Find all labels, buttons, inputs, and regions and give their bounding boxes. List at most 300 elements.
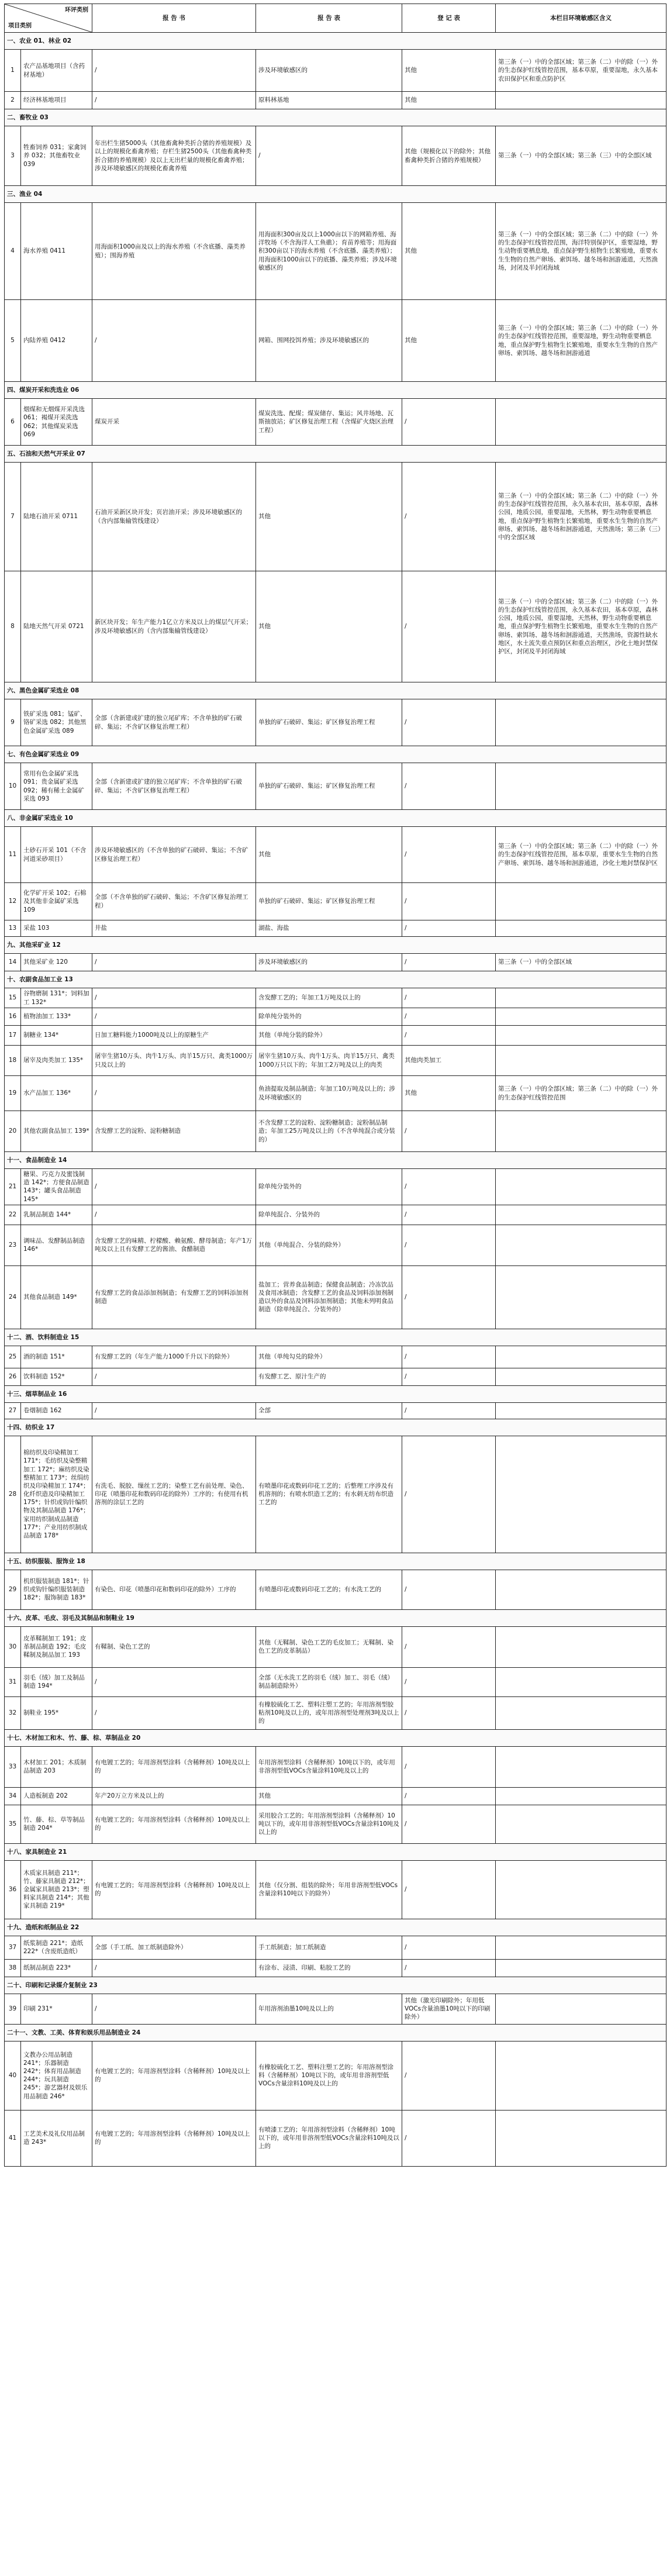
report-table-cell: 含发酵工艺的；年加工1万吨及以上的: [256, 988, 402, 1008]
project-name: 其他采矿业 120: [21, 954, 92, 971]
report-table-cell: 煤炭洗选、配煤；煤炭储存、集运；风井场地、瓦斯抽放站；矿区修复治理工程（含煤矿火烧区治理工程）: [256, 399, 402, 446]
register-cell: /: [402, 1265, 496, 1329]
sensitive-area-cell: [496, 1959, 666, 1977]
sensitive-area-cell: [496, 1402, 666, 1419]
report-book-cell: /: [92, 954, 256, 971]
report-table-cell: 全部: [256, 1402, 402, 1419]
report-book-cell: 全部（含新建或扩建的独立尾矿库；不含单独的矿石破碎、集运；不含矿区修复治理工程）: [92, 763, 256, 810]
report-book-cell: 涉及环境敏感区的（不含单独的矿石破碎、集运；不含矿区修复治理工程）: [92, 827, 256, 883]
section-title: 十三、烟草制品业 16: [5, 1385, 666, 1402]
sensitive-area-cell: [496, 988, 666, 1008]
section-header-row: [5, 1152, 666, 1169]
sensitive-area-cell: [496, 1787, 666, 1805]
header-sensitive: 本栏目环境敏感区含义: [496, 4, 666, 33]
register-cell: /: [402, 1008, 496, 1026]
report-book-cell: 有电镀工艺的；年用溶剂型涂料（含稀释剂）10吨及以上的: [92, 2110, 256, 2166]
project-name: 木质家具制造 211*；竹、藤家具制造 212*；金属家具制造 213*；塑料家具制造 214*；其他家具制造 219*: [21, 1860, 92, 1919]
table-row: [5, 988, 666, 1008]
table-row: [5, 1570, 666, 1609]
report-book-cell: 日加工糖料能力1000吨及以上的原糖生产: [92, 1026, 256, 1046]
register-cell: 其他（规模化以下的除外；其他畜禽种类折合猪的养殖规模）: [402, 126, 496, 186]
report-table-cell: 其他（单纯勾兑的除外）: [256, 1346, 402, 1368]
report-book-cell: 全部（手工纸、加工纸制造除外）: [92, 1936, 256, 1959]
table-row: [5, 1667, 666, 1696]
sensitive-area-cell: [496, 92, 666, 109]
project-name: 调味品、发酵制品制造 146*: [21, 1225, 92, 1265]
sensitive-area-cell: [496, 1205, 666, 1225]
register-cell: 其他: [402, 203, 496, 300]
table-row: [5, 1436, 666, 1553]
section-title: 四、煤炭开采和洗选业 06: [5, 382, 666, 399]
project-name: 机织服装制造 181*；针织或钩针编织服装制造 182*；服饰制造 183*: [21, 1570, 92, 1609]
row-number: 19: [5, 1076, 21, 1111]
report-table-cell: 除单纯分装外的: [256, 1169, 402, 1205]
sensitive-area-cell: 第三条（一）中的全部区域: [496, 954, 666, 971]
project-name: 纸浆制造 221*；造纸 222*（含废纸造纸）: [21, 1936, 92, 1959]
project-name: 印刷 231*: [21, 1994, 92, 2024]
row-number: 38: [5, 1959, 21, 1977]
register-cell: /: [402, 1936, 496, 1959]
section-header-row: [5, 446, 666, 463]
report-book-cell: 石油开采新区块开发；页岩油开采；涉及环境敏感区的（含内部集输管线建设）: [92, 463, 256, 571]
row-number: 27: [5, 1402, 21, 1419]
register-cell: /: [402, 1570, 496, 1609]
report-book-cell: /: [92, 1959, 256, 1977]
register-cell: /: [402, 1787, 496, 1805]
table-row: [5, 203, 666, 300]
table-row: [5, 1626, 666, 1667]
row-number: 28: [5, 1436, 21, 1553]
sensitive-area-cell: 第三条（一）中的全部区域；第三条（二）中的除（一）外的生态保护红线管控范围，重要湿地，野生动物重要栖息地，重点保护野生植物生长繁殖地，重要水生生物的自然产卵场、索饵场、越冬场和洄游通道: [496, 300, 666, 382]
project-name: 木材加工 201；木质制品制造 203: [21, 1746, 92, 1787]
section-header-row: [5, 1385, 666, 1402]
project-name: 制鞋业 195*: [21, 1696, 92, 1729]
section-title: 二十一、文教、工美、体育和娱乐用品制造业 24: [5, 2024, 666, 2041]
project-name: 陆地天然气开采 0721: [21, 571, 92, 682]
register-cell: 其他: [402, 300, 496, 382]
report-table-cell: 单独的矿石破碎、集运；矿区修复治理工程: [256, 763, 402, 810]
table-row: [5, 2110, 666, 2166]
project-name: 制糖业 134*: [21, 1026, 92, 1046]
sensitive-area-cell: 第三条（一）中的全部区域；第三条（二）中的除（一）外的生态保护红线管控范围，基本草原，重要湿地，永久基本农田保护区和重点防护区: [496, 50, 666, 92]
report-book-cell: 有鞣制、染色工艺的: [92, 1626, 256, 1667]
report-book-cell: /: [92, 50, 256, 92]
sensitive-area-cell: [496, 1008, 666, 1026]
report-table-cell: 除单纯混合、分装外的: [256, 1205, 402, 1225]
report-table-cell: 其他（仅分割、组装的除外；年用非溶剂型低VOCs含量涂料10吨以下的除外）: [256, 1860, 402, 1919]
report-table-cell: 盐加工；营养食品制造；保健食品制造；冷冻饮品及食用冰制造；含发酵工艺的食品及饲料添加剂制造以外的食品及饲料添加剂制造；其他未列明食品制造（除单纯混合、分装外的）: [256, 1265, 402, 1329]
register-cell: /: [402, 2041, 496, 2110]
sensitive-area-cell: [496, 1225, 666, 1265]
table-row: [5, 1205, 666, 1225]
section-header-row: [5, 109, 666, 126]
row-number: 7: [5, 463, 21, 571]
row-number: 20: [5, 1111, 21, 1152]
project-name: 农产品基地项目（含药材基地）: [21, 50, 92, 92]
sensitive-area-cell: [496, 1860, 666, 1919]
table-row: [5, 92, 666, 109]
table-row: [5, 1008, 666, 1026]
report-table-cell: 有发酵工艺、原汁生产的: [256, 1368, 402, 1385]
table-body: [5, 33, 666, 2167]
project-name: 铁矿采选 081；锰矿、铬矿采选 082；其他黑色金属矿采选 089: [21, 699, 92, 746]
report-book-cell: 年出栏生猪5000头（其他畜禽种类折合猪的养殖规模）及以上的规模化畜禽养殖；存栏生猪2500头（其他畜禽种类折合猪的养殖规模）及以上无出栏量的规模化畜禽养殖；涉及环境敏感区的规模化畜禽养殖: [92, 126, 256, 186]
eia-category-table: [4, 4, 666, 2167]
section-title: 五、石油和天然气开采业 07: [5, 446, 666, 463]
table-row: [5, 1787, 666, 1805]
sensitive-area-cell: [496, 763, 666, 810]
table-row: [5, 920, 666, 937]
section-header-row: [5, 971, 666, 988]
sensitive-area-cell: [496, 1696, 666, 1729]
row-number: 11: [5, 827, 21, 883]
register-cell: /: [402, 1959, 496, 1977]
table-row: [5, 463, 666, 571]
section-header-row: [5, 1919, 666, 1936]
register-cell: /: [402, 988, 496, 1008]
project-name: 纸制品制造 223*: [21, 1959, 92, 1977]
register-cell: /: [402, 1169, 496, 1205]
table-row: [5, 1111, 666, 1152]
sensitive-area-cell: [496, 1570, 666, 1609]
row-number: 2: [5, 92, 21, 109]
report-table-cell: 有橡胶硫化工艺、塑料注塑工艺的；年用溶剂型胶粘剂10吨及以上的，或年用溶剂型处理剂3吨及以上的: [256, 1696, 402, 1729]
table-row: [5, 300, 666, 382]
sensitive-area-cell: 第三条（一）中的全部区域；第三条（二）中的除（一）外的生态保护红线管控范围: [496, 1076, 666, 1111]
sensitive-area-cell: [496, 1265, 666, 1329]
register-cell: 其他: [402, 50, 496, 92]
section-title: 十六、皮革、毛皮、羽毛及其制品和制鞋业 19: [5, 1609, 666, 1626]
table-row: [5, 954, 666, 971]
section-header-row: [5, 810, 666, 827]
report-table-cell: 原料林基地: [256, 92, 402, 109]
report-book-cell: /: [92, 300, 256, 382]
sensitive-area-cell: 第三条（一）中的全部区域；第三条（二）中的除（一）外的生态保护红线管控范围，永久基本农田，基本草原，森林公园，地质公园，重要湿地，天然林，野生动物重要栖息地，重点保护野生植物生长繁殖地，重要水生生物的自然产卵场、索饵场、越冬场和洄游通道，天然渔场；第三条（三）中的全部区域: [496, 463, 666, 571]
report-book-cell: /: [92, 1368, 256, 1385]
project-name: 其他食品制造 149*: [21, 1265, 92, 1329]
report-table-cell: 其他（无鞣制、染色工艺的毛皮加工；无鞣制、染色工艺的皮革制品）: [256, 1626, 402, 1667]
project-name: 棉纺织及印染精加工 171*；毛纺织及染整精加工 172*；麻纺织及染整精加工 173*；丝绢纺织及印染精加工 174*；化纤织造及印染精加工 175*；针织或钩针编织物及其制品制造 176*；家用纺织制成品制造 177*；产业用纺织制成品制造 178*: [21, 1436, 92, 1553]
sensitive-area-cell: [496, 1026, 666, 1046]
sensitive-area-cell: [496, 1746, 666, 1787]
section-title: 十九、造纸和纸制品业 22: [5, 1919, 666, 1936]
sensitive-area-cell: [496, 1936, 666, 1959]
row-number: 29: [5, 1570, 21, 1609]
report-book-cell: /: [92, 988, 256, 1008]
table-row: [5, 1225, 666, 1265]
register-cell: /: [402, 699, 496, 746]
project-name: 水产品加工 136*: [21, 1076, 92, 1111]
row-number: 41: [5, 2110, 21, 2166]
section-header-row: [5, 1329, 666, 1346]
report-book-cell: 有电镀工艺的；年用溶剂型涂料（含稀释剂）10吨及以上的: [92, 1805, 256, 1843]
sensitive-area-cell: [496, 1046, 666, 1076]
project-name: 海水养殖 0411: [21, 203, 92, 300]
section-header-row: [5, 2024, 666, 2041]
section-title: 七、有色金属矿采选业 09: [5, 746, 666, 763]
project-name: 采盐 103: [21, 920, 92, 937]
sensitive-area-cell: 第三条（一）中的全部区域；第三条（二）中的除（一）外的生态保护红线管控范围，永久基本农田，基本草原，森林公园，地质公园，重要湿地，天然林，野生动物重要栖息地，重点保护野生植物生长繁殖地，重要水生生物的自然产卵场、索饵场、越冬场和洄游通道，天然渔场，资源性缺水地区，水土流失重点预防区和重点治理区，沙化土地封禁保护区，封闭及半封闭海域: [496, 571, 666, 682]
report-table-cell: 涉及环境敏感区的: [256, 954, 402, 971]
sensitive-area-cell: [496, 1805, 666, 1843]
project-name: 谷物磨制 131*；饲料加工 132*: [21, 988, 92, 1008]
register-cell: /: [402, 827, 496, 883]
report-table-cell: 网箱、围网投饵养殖；涉及环境敏感区的: [256, 300, 402, 382]
section-title: 十八、家具制造业 21: [5, 1843, 666, 1860]
report-book-cell: /: [92, 1205, 256, 1225]
register-cell: /: [402, 920, 496, 937]
row-number: 33: [5, 1746, 21, 1787]
section-header-row: [5, 746, 666, 763]
section-header-row: [5, 1977, 666, 1994]
report-book-cell: 全部（不含单独的矿石破碎、集运；不含矿区修复治理工程）: [92, 883, 256, 920]
report-table-cell: 除单纯分装外的: [256, 1008, 402, 1026]
sensitive-area-cell: [496, 1667, 666, 1696]
register-cell: /: [402, 954, 496, 971]
project-name: 糖果、巧克力及蜜饯制造 142*；方便食品制造 143*；罐头食品制造 145*: [21, 1169, 92, 1205]
report-book-cell: 全部（含新建或扩建的独立尾矿库；不含单独的矿石破碎、集运；不含矿区修复治理工程）: [92, 699, 256, 746]
project-name: 饮料制造 152*: [21, 1368, 92, 1385]
row-number: 14: [5, 954, 21, 971]
report-table-cell: 其他: [256, 827, 402, 883]
table-row: [5, 2041, 666, 2110]
row-number: 23: [5, 1225, 21, 1265]
row-number: 17: [5, 1026, 21, 1046]
row-number: 5: [5, 300, 21, 382]
section-header-row: [5, 682, 666, 699]
register-cell: /: [402, 1346, 496, 1368]
row-number: 35: [5, 1805, 21, 1843]
section-header-row: [5, 382, 666, 399]
row-number: 31: [5, 1667, 21, 1696]
row-number: 15: [5, 988, 21, 1008]
report-book-cell: 含发酵工艺的淀粉、淀粉糖制造: [92, 1111, 256, 1152]
row-number: 40: [5, 2041, 21, 2110]
register-cell: 其他肉类加工: [402, 1046, 496, 1076]
row-number: 30: [5, 1626, 21, 1667]
register-cell: /: [402, 1746, 496, 1787]
table-row: [5, 1959, 666, 1977]
project-name: 植物油加工 133*: [21, 1008, 92, 1026]
section-title: 六、黑色金属矿采选业 08: [5, 682, 666, 699]
register-cell: /: [402, 1805, 496, 1843]
report-table-cell: 涉及环境敏感区的: [256, 50, 402, 92]
report-book-cell: /: [92, 1076, 256, 1111]
table-row: [5, 1346, 666, 1368]
section-title: 一、农业 01、林业 02: [5, 33, 666, 50]
table-row: [5, 1994, 666, 2024]
header-report-book: 报 告 书: [92, 4, 256, 33]
sensitive-area-cell: [496, 883, 666, 920]
row-number: 26: [5, 1368, 21, 1385]
project-name: 牲畜饲养 031；家禽饲养 032；其他畜牧业 039: [21, 126, 92, 186]
header-report-table: 报 告 表: [256, 4, 402, 33]
project-name: 卷烟制造 162: [21, 1402, 92, 1419]
project-name: 乳制品制造 144*: [21, 1205, 92, 1225]
sensitive-area-cell: [496, 1626, 666, 1667]
report-book-cell: /: [92, 1402, 256, 1419]
report-table-cell: 鱼油提取及制品制造；年加工10万吨及以上的；涉及环境敏感区的: [256, 1076, 402, 1111]
register-cell: /: [402, 1205, 496, 1225]
project-name: 竹、藤、棕、草等制品制造 204*: [21, 1805, 92, 1843]
row-number: 39: [5, 1994, 21, 2024]
report-table-cell: 不含发酵工艺的淀粉、淀粉糖制造；淀粉制品制造；年加工25万吨及以上的（不含单纯混合或分装的）: [256, 1111, 402, 1152]
section-title: 十一、食品制造业 14: [5, 1152, 666, 1169]
project-name: 经济林基地项目: [21, 92, 92, 109]
report-table-cell: 手工纸制造；加工纸制造: [256, 1936, 402, 1959]
sensitive-area-cell: 第三条（一）中的全部区域；第三条（二）中的除（一）外的生态保护红线管控范围，基本草原，重要水生生物的自然产卵场、索饵场、越冬场和洄游通道，沙化土地封禁保护区: [496, 827, 666, 883]
register-cell: /: [402, 1696, 496, 1729]
row-number: 8: [5, 571, 21, 682]
report-table-cell: 其他: [256, 571, 402, 682]
sensitive-area-cell: [496, 2041, 666, 2110]
row-number: 4: [5, 203, 21, 300]
report-table-cell: 单独的矿石破碎、集运；矿区修复治理工程: [256, 883, 402, 920]
table-row: [5, 1368, 666, 1385]
report-book-cell: /: [92, 1667, 256, 1696]
project-name: 工艺美术及礼仪用品制造 243*: [21, 2110, 92, 2166]
sensitive-area-cell: [496, 399, 666, 446]
sensitive-area-cell: 第三条（一）中的全部区域；第三条（三）中的全部区域: [496, 126, 666, 186]
sensitive-area-cell: 第三条（一）中的全部区域；第三条（二）中的除（一）外的生态保护红线管控范围，海洋特别保护区，重要湿地，野生动物重要栖息地，重点保护野生植物生长繁殖地，重要水生生物的自然产卵场、索饵场、越冬场和洄游通道，天然渔场，封闭及半封闭海域: [496, 203, 666, 300]
report-book-cell: 含发酵工艺的味精、柠檬酸、赖氨酸、酵母制造；年产1万吨及以上且有发酵工艺的酱油、食醋制造: [92, 1225, 256, 1265]
table-header-row: [5, 4, 666, 33]
table-row: [5, 1026, 666, 1046]
register-cell: /: [402, 1225, 496, 1265]
report-book-cell: 用海面积1000亩及以上的海水养殖（不含底播、藻类养殖）；围海养殖: [92, 203, 256, 300]
project-name: 常用有色金属矿采选 091；贵金属矿采选 092；稀有稀土金属矿采选 093: [21, 763, 92, 810]
row-number: 37: [5, 1936, 21, 1959]
register-cell: /: [402, 883, 496, 920]
sensitive-area-cell: [496, 699, 666, 746]
sensitive-area-cell: [496, 1169, 666, 1205]
section-title: 十五、纺织服装、服饰业 18: [5, 1553, 666, 1570]
row-number: 32: [5, 1696, 21, 1729]
report-book-cell: 有电镀工艺的；年用溶剂型涂料（含稀释剂）10吨及以上的: [92, 1746, 256, 1787]
row-number: 25: [5, 1346, 21, 1368]
section-title: 八、非金属矿采选业 10: [5, 810, 666, 827]
register-cell: /: [402, 571, 496, 682]
register-cell: /: [402, 1436, 496, 1553]
project-name: 化学矿开采 102；石棉及其他非金属矿采选 109: [21, 883, 92, 920]
report-book-cell: /: [92, 1994, 256, 2024]
project-name: 土砂石开采 101（不含河道采砂项目）: [21, 827, 92, 883]
section-title: 十、农副食品加工业 13: [5, 971, 666, 988]
section-header-row: [5, 1843, 666, 1860]
table-row: [5, 126, 666, 186]
report-table-cell: 年用溶剂型涂料（含稀释剂）10吨以下的，或年用非溶剂型低VOCs含量涂料10吨及以上的: [256, 1746, 402, 1787]
report-table-cell: 有喷墨印花或数码印花工艺的；后整理工序涉及有机溶剂的；有喷水织造工艺的；有水刺无纺布织造工艺的: [256, 1436, 402, 1553]
project-name: 陆地石油开采 0711: [21, 463, 92, 571]
header-register: 登 记 表: [402, 4, 496, 33]
row-number: 3: [5, 126, 21, 186]
row-number: 10: [5, 763, 21, 810]
table-row: [5, 1402, 666, 1419]
report-table-cell: 有喷墨印花或数码印花工艺的；有水洗工艺的: [256, 1570, 402, 1609]
register-cell: /: [402, 2110, 496, 2166]
table-row: [5, 399, 666, 446]
section-header-row: [5, 1553, 666, 1570]
report-book-cell: 年产20万立方米及以上的: [92, 1787, 256, 1805]
register-cell: /: [402, 1026, 496, 1046]
row-number: 18: [5, 1046, 21, 1076]
row-number: 36: [5, 1860, 21, 1919]
report-book-cell: 有发酵工艺的食品添加剂制造；有发酵工艺的饲料添加剂制造: [92, 1265, 256, 1329]
section-title: 十七、木材加工和木、竹、藤、棕、草制品业 20: [5, 1729, 666, 1746]
table-row: [5, 699, 666, 746]
table-row: [5, 1169, 666, 1205]
report-book-cell: 有发酵工艺的（年生产能力1000千升以下的除外）: [92, 1346, 256, 1368]
table-row: [5, 1046, 666, 1076]
table-row: [5, 1746, 666, 1787]
report-book-cell: /: [92, 1008, 256, 1026]
report-table-cell: 其他: [256, 463, 402, 571]
sensitive-area-cell: [496, 1346, 666, 1368]
project-name: 其他农副食品加工 139*: [21, 1111, 92, 1152]
report-table-cell: /: [256, 126, 402, 186]
register-cell: 其他（激光印刷除外；年用低VOCs含量油墨10吨以下的印刷除外）: [402, 1994, 496, 2024]
report-book-cell: 井盐: [92, 920, 256, 937]
register-cell: 其他: [402, 1076, 496, 1111]
header-category-label: 环评类别: [65, 7, 88, 13]
section-title: 二十、印刷和记录媒介复制业 23: [5, 1977, 666, 1994]
report-table-cell: 其他（单纯混合、分装的除外）: [256, 1225, 402, 1265]
register-cell: /: [402, 1860, 496, 1919]
report-book-cell: 有洗毛、脱胶、缫丝工艺的；染整工艺有前处理、染色、印花（喷墨印花和数码印花的除外）工序的；有使用有机溶剂的涂层工艺的: [92, 1436, 256, 1553]
section-header-row: [5, 186, 666, 203]
project-name: 内陆养殖 0412: [21, 300, 92, 382]
report-table-cell: 全部（无水洗工艺的羽毛（绒）加工、羽毛（绒）制品制造除外）: [256, 1667, 402, 1696]
report-book-cell: 有染色、印花（喷墨印花和数码印花的除外）工序的: [92, 1570, 256, 1609]
table-row: [5, 50, 666, 92]
table-row: [5, 1860, 666, 1919]
report-book-cell: /: [92, 92, 256, 109]
row-number: 12: [5, 883, 21, 920]
sensitive-area-cell: [496, 1368, 666, 1385]
sensitive-area-cell: [496, 2110, 666, 2166]
project-name: 烟煤和无烟煤开采洗选 061；褐煤开采洗选 062；其他煤炭采选 069: [21, 399, 92, 446]
table-row: [5, 763, 666, 810]
table-row: [5, 827, 666, 883]
section-header-row: [5, 937, 666, 954]
table-row: [5, 1265, 666, 1329]
table-row: [5, 883, 666, 920]
register-cell: /: [402, 1111, 496, 1152]
header-diagonal-cell: [5, 4, 92, 33]
report-table-cell: 有涂布、浸渍、印刷、粘胶工艺的: [256, 1959, 402, 1977]
table-row: [5, 1805, 666, 1843]
table-row: [5, 571, 666, 682]
register-cell: /: [402, 399, 496, 446]
register-cell: /: [402, 463, 496, 571]
row-number: 21: [5, 1169, 21, 1205]
register-cell: /: [402, 1626, 496, 1667]
sensitive-area-cell: [496, 920, 666, 937]
table-row: [5, 1076, 666, 1111]
section-title: 十四、纺织业 17: [5, 1419, 666, 1436]
report-table-cell: 其他（单纯分装的除外）: [256, 1026, 402, 1046]
row-number: 1: [5, 50, 21, 92]
row-number: 9: [5, 699, 21, 746]
register-cell: /: [402, 1368, 496, 1385]
report-table-cell: 屠宰生猪10万头、肉牛1万头、肉羊15万只、禽类1000万只以下的；年加工2万吨及以上的肉类: [256, 1046, 402, 1076]
header-project-label: 项目类别: [8, 22, 32, 29]
register-cell: /: [402, 763, 496, 810]
section-title: 三、渔业 04: [5, 186, 666, 203]
section-title: 九、其他采矿业 12: [5, 937, 666, 954]
project-name: 酒的制造 151*: [21, 1346, 92, 1368]
report-table-cell: 用海面积300亩及以上1000亩以下的网箱养殖、海洋牧场（不含海洋人工鱼礁）；育苗养殖等；用海面积300亩以下的海水养殖（不含底播、藻类养殖）；用海面积1000亩以下的底播、藻类养殖；涉及环境敏感区的: [256, 203, 402, 300]
